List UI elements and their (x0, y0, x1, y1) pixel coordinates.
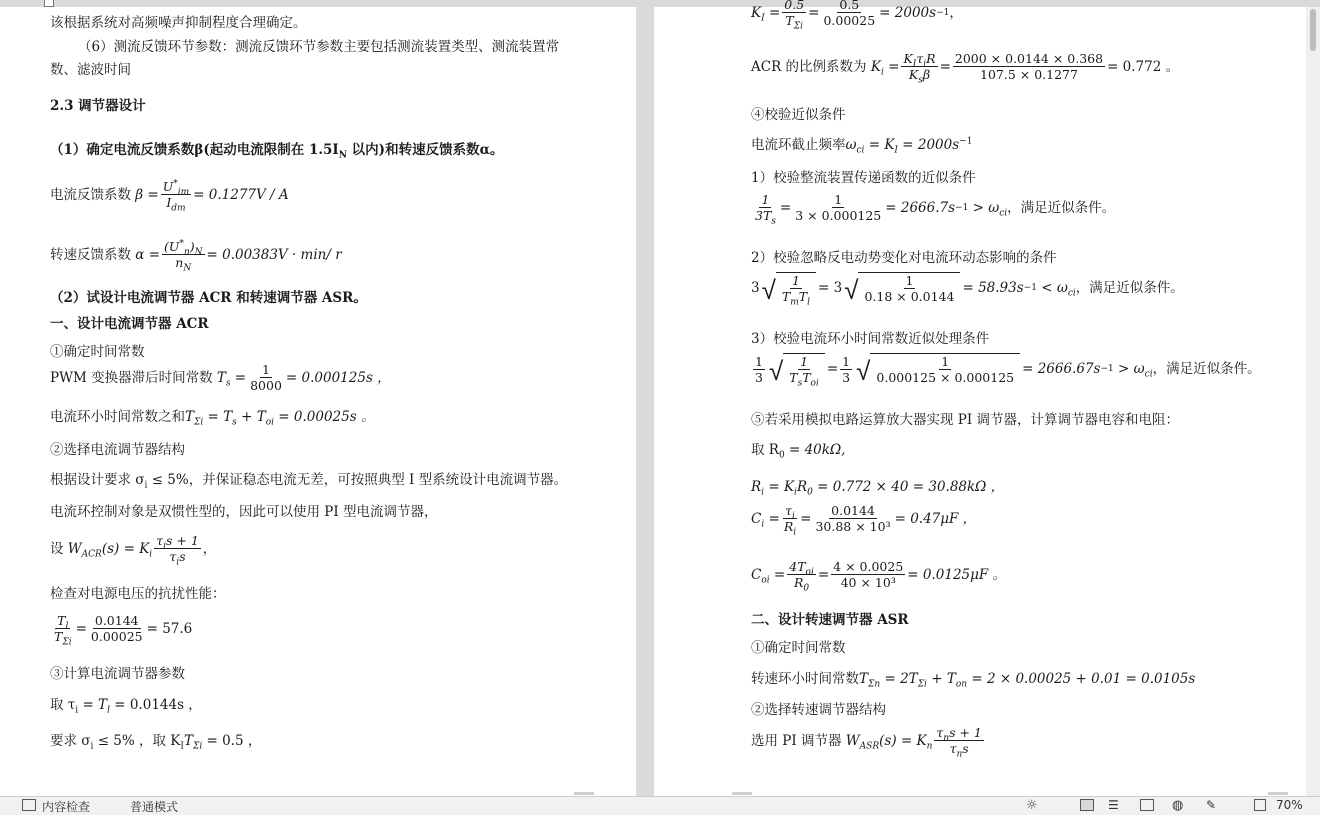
text-line: 1）校验整流装置传递函数的近似条件 (751, 170, 976, 186)
text-line: 数、滤波时间 (50, 62, 131, 78)
equation-ri: $R_i = K_iR_0 = 0.772 \times 40 = 30.88k\Omega$ ， (751, 479, 1005, 498)
fit-page-icon[interactable] (1254, 799, 1266, 811)
page-view-icon[interactable] (1080, 799, 1094, 811)
step-heading: ⑤若采用模拟电路运算放大器实现 PI 调节器，计算调节器电容和电阻： (751, 412, 1179, 428)
step-heading: ①确定时间常数 (50, 344, 145, 360)
equation-disturbance-ratio: $\frac{T_l}{T_{\Sigma i}}$ = $\frac{0.0144}{0.00025}$ = 57.6 (54, 613, 193, 648)
part-heading: 二、设计转速调节器 ASR (751, 612, 909, 628)
equation-pwm-delay: PWM 变换器滞后时间常数 $T_s$ = $\frac{1}{8000}$ = 0.000125s ， (50, 362, 391, 393)
content-check-icon[interactable] (22, 799, 36, 811)
step-heading: ④校验近似条件 (751, 107, 846, 123)
equation-speed-sum: 转速环小时间常数$T_{\Sigma n} = 2T_{\Sigma i} + T_{on} = 2 \times 0.00025 + 0.01 = 0.0105s$ (751, 671, 1196, 690)
page-corner-mark (732, 792, 752, 795)
content-check-button[interactable]: 内容检查 (42, 800, 91, 814)
pen-icon[interactable]: ✎ (1206, 798, 1217, 812)
text-line: 电流环截止频率$\omega_{ci} = K_I = 2000s^{-1}$ (751, 136, 973, 156)
equation-check-1: $\frac{1}{3T_s}$ = $\frac{1}{3 \times 0.000125}$ = 2666.7s −1 > $\omega_{ci}$ ，满足近似条件。 (755, 192, 1116, 227)
step-heading: ①确定时间常数 (751, 640, 846, 656)
text-line: 3）校验电流环小时间常数近似处理条件 (751, 331, 990, 347)
page-corner-mark (1268, 792, 1288, 795)
zoom-level[interactable]: 70% (1276, 798, 1303, 812)
step-heading: ②选择电流调节器结构 (50, 442, 185, 458)
equation-check-3: $\frac{1}{3}$ √ $\frac{1}{T_sT_{oi}}$ = $\frac{1}{3}$ √ $\frac{1}{0.000125 \times 0.000125}$ = 2666.67s −1 > $\omega_{ci}$ ，满足近似条件。 (755, 353, 1261, 389)
web-view-icon[interactable]: ◍ (1172, 798, 1184, 813)
page-corner-mark (574, 792, 594, 795)
equation-check-2: 3 √ $\frac{1}{T_mT_l}$ = 3 √ $\frac{1}{0.18 \times 0.0144}$ = 58.93s −1 < $\omega_{ci}$ ，满足近似条件。 (751, 273, 1184, 308)
equation-coi: $C_{oi}$ = $\frac{4T_{oi}}{R_0}$ = $\frac{4 \times 0.0025}{\text{40 × 10³}}$ = 0.0125μF 。 (751, 559, 1007, 594)
text-line: 检查对电源电压的抗扰性能： (50, 586, 226, 602)
equation-current-feedback: 电流反馈系数 β = $\frac{U^*_{im}}{I_{dm}}$ = 0.1277V / A (50, 178, 289, 214)
subsection-heading: （2）试设计电流调节器 ACR 和转速调节器 ASR。 (50, 290, 367, 306)
part-heading: 一、设计电流调节器 ACR (50, 316, 209, 332)
equation-ki-value: $K_I$ = $\frac{0.5}{T_{\Sigma i}}$ = $\frac{0.5}{0.00025}$ = 2000s −1 ， (751, 0, 963, 28)
text-line: 取 $R_0 = 40k\Omega$, (751, 442, 846, 461)
outline-view-icon[interactable]: ☰ (1108, 798, 1119, 812)
equation-sum-time: 电流环小时间常数之和$T_{\Sigma i} = T_s + T_{oi} = 0.00025s$ 。 (50, 409, 375, 428)
equation-speed-feedback: 转速反馈系数 α = $\frac{(U^*_n)_N}{n_N}$ = 0.00383V · min/ r (50, 238, 342, 274)
subsection-heading: （1）确定电流反馈系数β(起动电流限制在 $1.5I_N$ 以内)和转速反馈系数α。 (50, 142, 504, 161)
reading-view-icon[interactable] (1140, 799, 1154, 811)
text-line: 2）校验忽略反电动势变化对电流环动态影响的条件 (751, 250, 1057, 266)
scrollbar-thumb[interactable] (1310, 9, 1316, 51)
status-bar (0, 796, 1320, 815)
ruler-marker[interactable] (44, 0, 54, 7)
text-line: 电流环控制对象是双惯性型的，因此可以使用 PI 型电流调节器， (50, 504, 438, 520)
equation-acr-gain: ACR 的比例系数为 $K_i$ = $\frac{K_I\tau_iR}{K_s\beta}$ = $\frac{2000 \times 0.0144 \times 0.368}{107.5 \times 0.1277}$ = 0.772 。 (751, 51, 1180, 86)
top-ruler-strip (0, 0, 1320, 7)
text-line: （6）测流反馈环节参数：测流反馈环节参数主要包括测流装置类型、测流装置常 (78, 39, 560, 55)
equation-asr-transfer: 选用 PI 调节器 $W_{ASR}(s) = K_n$ $\frac{\tau_ns + 1}{\tau_ns}$ (751, 725, 982, 760)
text-line: 要求 $\sigma_i \le 5\%$ ，取 $K_IT_{\Sigma i} = 0.5$ ， (50, 733, 262, 752)
eye-protection-icon[interactable]: ☼ (1026, 798, 1038, 813)
document-page-left (0, 7, 636, 796)
text-line: 取 $\tau_i = T_l = 0.0144s$ ， (50, 697, 202, 716)
step-heading: ②选择转速调节器结构 (751, 702, 886, 718)
vertical-scrollbar[interactable] (1306, 7, 1320, 796)
page-gutter (636, 7, 654, 796)
normal-mode-button[interactable]: 普通模式 (130, 800, 179, 814)
text-line: 根据设计要求 $\sigma_i \le 5\%$，并保证稳态电流无差，可按照典型 I 型系统设计电流调节器。 (50, 472, 568, 491)
section-heading: 2.3 调节器设计 (50, 98, 146, 114)
equation-acr-transfer: 设 $W_{ACR}(s) = K_i$ $\frac{\tau_is + 1}{\tau_is}$ ， (50, 533, 217, 568)
equation-ci: $C_i$ = $\frac{\tau_i}{R_i}$ = $\frac{0.0144}{\text{30.88 × 10³}}$ = 0.47μF ， (751, 503, 977, 538)
document-page-right (654, 0, 1306, 796)
text-line: 该根据系统对高频噪声抑制程度合理确定。 (50, 15, 307, 31)
step-heading: ③计算电流调节器参数 (50, 666, 185, 682)
